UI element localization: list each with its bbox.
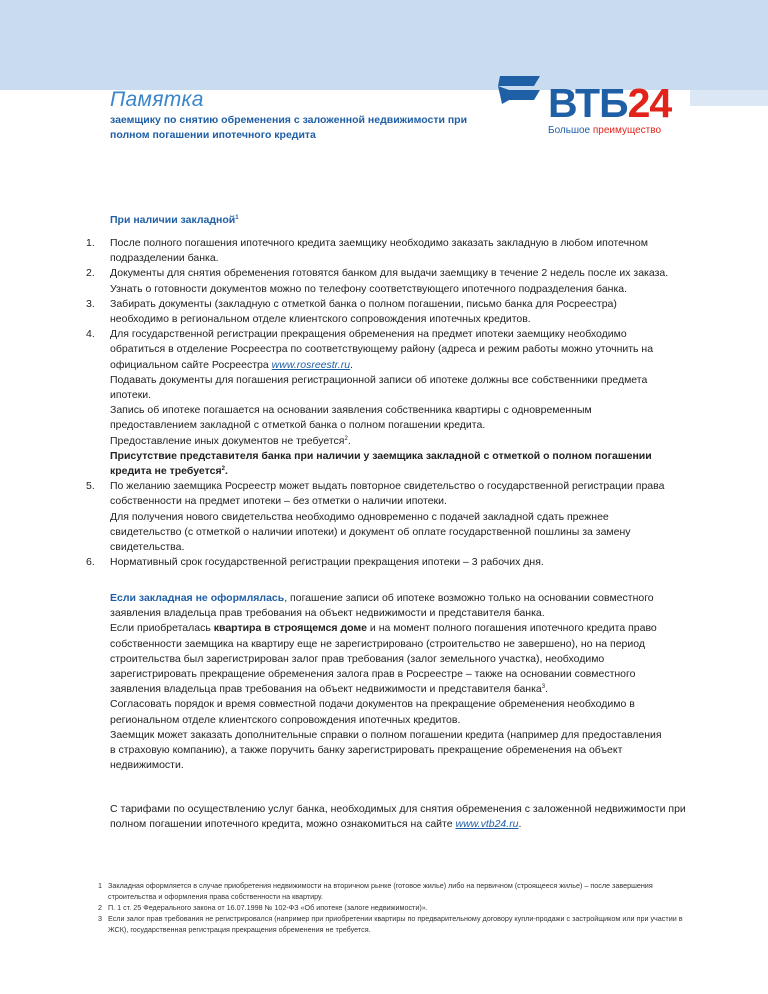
list-item: 1. После полного погашения ипотечного кредита заемщику необходимо заказать закладную в любом ипотечном подразделении банка. xyxy=(86,237,648,265)
rosreestr-link[interactable]: www.rosreestr.ru xyxy=(271,358,351,371)
list-item: 6. Нормативный срок государственной регистрации прекращения ипотеки – 3 рабочих дня. xyxy=(86,556,544,569)
logo-wordmark: ВТБ24 xyxy=(548,80,672,126)
list-item: 2. Документы для снятия обременения готовятся банком для выдачи заемщику в течение 2 недель после их заказа. Узнать о готовности документов можно по телефону соответствующего ипотечного подразделения банка. xyxy=(86,267,669,295)
footnote: 3 Если залог прав требования не регистрировался (например при приобретении квартиры по предварительному договору купли-продажи с застройщиком или при участии в ЖСК), государственная регистрация прекращения обременения не требуется. xyxy=(98,914,683,934)
section-heading: При наличии закладной$^1$ xyxy=(110,214,239,226)
list-item: 5. По желанию заемщика Росреестр может выдать повторное свидетельство о государственной регистрации права собственности на предмет ипотеки – без отметки о наличии ипотеки. Для получения нового свидетельства необходимо одновременно с подачей закладной сдать прежнее свидетельство (с отметкой о наличии ипотеки) и документ об оплате государственной пошлины за замену свидетельства. xyxy=(86,480,665,554)
list-item: 3. Забирать документы (закладную с отметкой банка о полном погашении, письмо банка для Росреестра) необходимо в региональном отделе клиентского сопровождения ипотечных кредитов. xyxy=(86,297,617,326)
no-mortgage-section: Если закладная не оформлялась, погашение записи об ипотеке возможно только на основании совместного заявления владельца прав требования на объект недвижимости и представителя банка. Если приобреталась квартира в строящемся доме и на момент полного погашения ипотечного кредита право собственности заемщика на квартиру еще не зарегистрировано (строительство не завершено), но на период строительства был зарегистрирован залог прав требования (залог земельного участка), необходимо зарегистрировать прекращение обременения залога прав в Росреестре – также на основании совместного заявления владельца прав требования на объект недвижимости и представителя банка$^3$. Согласовать порядок и время совместной подачи документов на прекращение обременения необходимо в региональном отделе клиентского сопровождения ипотечных кредитов. Заемщик может заказать дополнительные справки о полном погашении кредита (например для предоставления в страховую компанию), а также поручить банку зарегистрировать прекращение обременения на объект недвижимости. xyxy=(110,592,662,772)
vtb24-link[interactable]: www.vtb24.ru xyxy=(455,818,519,831)
list-item: 4. Для государственной регистрации прекращения обременения на предмет ипотеки заемщику необходимо обратиться в отделение Росреестра по соответствующему району (адреса и режим работы можно уточнить на официальном сайте Росреестра www.rosreestr.ru. Подавать документы для погашения регистрационной записи об ипотеке должны все собственники предмета ипотеки. Запись об ипотеке погашается на основании заявления собственника квартиры с одновременным предоставлением закладной с отметкой банка о полном погашении кредита. Предоставление иных документов не требуется$^2$. Присутствие представителя банка при наличии у заемщика закладной с отметкой о полном погашении кредита не требуется$^2$. xyxy=(86,328,654,478)
header-band-accent xyxy=(690,90,768,106)
footnotes xyxy=(90,880,690,935)
page-subtitle: заемщику по снятию обременения с заложенной недвижимости при полном погашении ипотечного кредита xyxy=(110,114,468,141)
steps-list xyxy=(86,236,676,570)
tariffs-paragraph: С тарифами по осуществлению услуг банка, необходимых для снятия обременения с заложенной недвижимости при полном погашении ипотечного кредита, можно ознакомиться на сайте www.vtb24.ru. xyxy=(110,803,686,831)
page-title: Памятка xyxy=(110,88,204,111)
logo-slogan: Большое преимущество xyxy=(548,125,662,136)
footnote: 2 П. 1 ст. 25 Федерального закона от 16.07.1998 № 102-ФЗ «Об ипотеке (залоге недвижимости)». xyxy=(98,903,428,912)
footnote: 1 Закладная оформляется в случае приобретения недвижимости на вторичном рынке (готовое жилье) либо на первичном (строящееся жилье) – после завершения строительства и оформления права собственности на квартиру. xyxy=(98,881,653,901)
